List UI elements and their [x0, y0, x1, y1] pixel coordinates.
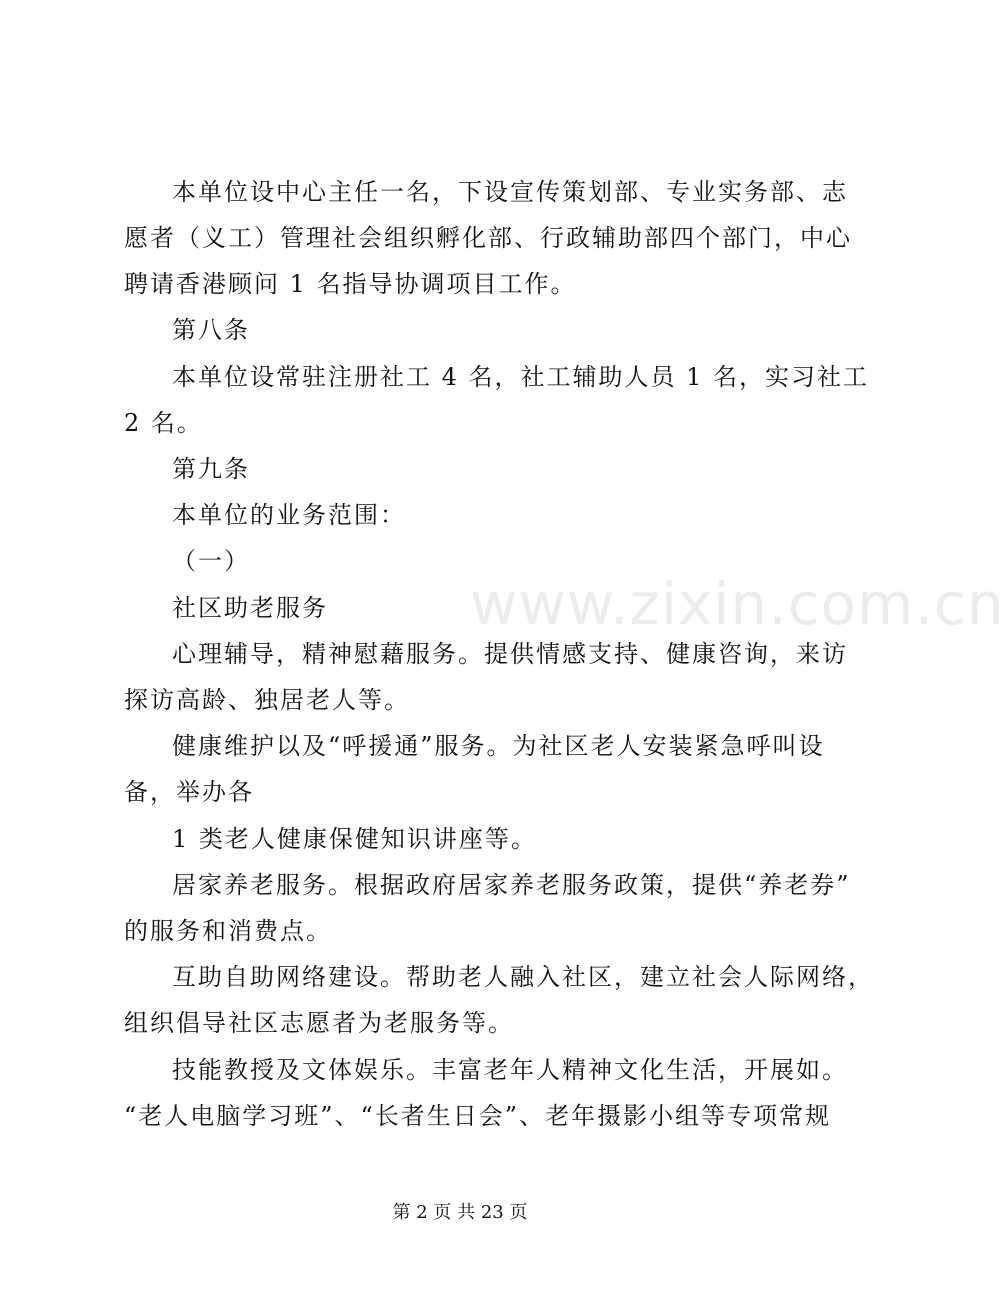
paragraph-line: 本单位的业务范围： [172, 501, 406, 529]
article-heading: 第九条 [172, 455, 250, 483]
watermark: www.zixin.com.cn [470, 570, 1005, 638]
paragraph-line: 的服务和消费点。 [124, 917, 332, 945]
paragraph-line: 2 名。 [124, 409, 203, 437]
paragraph-line: 技能教授及文体娱乐。丰富老年人精神文化生活，开展如。 [172, 1056, 848, 1084]
paragraph-line: 愿者（义工）管理社会组织孵化部、行政辅助部四个部门，中心 [124, 224, 852, 252]
paragraph-line: 组织倡导社区志愿者为老服务等。 [124, 1009, 514, 1037]
paragraph-line: 居家养老服务。根据政府居家养老服务政策，提供“养老券” [172, 871, 851, 899]
page-footer: 第 2 页 共 23 页 [392, 1202, 528, 1223]
paragraph-line: 聘请香港顾问 1 名指导协调项目工作。 [124, 270, 577, 298]
paragraph-line: “老人电脑学习班”、“长者生日会”、老年摄影小组等专项常规 [124, 1102, 832, 1130]
article-heading: 第八条 [172, 316, 250, 344]
paragraph-line: 本单位设中心主任一名，下设宣传策划部、专业实务部、志 [172, 178, 848, 206]
paragraph-line: 备，举办各 [124, 778, 254, 806]
section-number: （一） [172, 547, 250, 575]
paragraph-line: 1 类老人健康保健知识讲座等。 [172, 825, 537, 853]
paragraph-line: 健康维护以及“呼援通”服务。为社区老人安装紧急呼叫设 [172, 732, 825, 760]
section-heading: 社区助老服务 [172, 594, 328, 622]
paragraph-line: 本单位设常驻注册社工 4 名，社工辅助人员 1 名，实习社工 [172, 363, 870, 391]
paragraph-line: 心理辅导，精神慰藉服务。提供情感支持、健康咨询，来访 [172, 640, 848, 668]
paragraph-line: 探访高龄、独居老人等。 [124, 686, 410, 714]
paragraph-line: 互助自助网络建设。帮助老人融入社区，建立社会人际网络， [172, 963, 874, 991]
